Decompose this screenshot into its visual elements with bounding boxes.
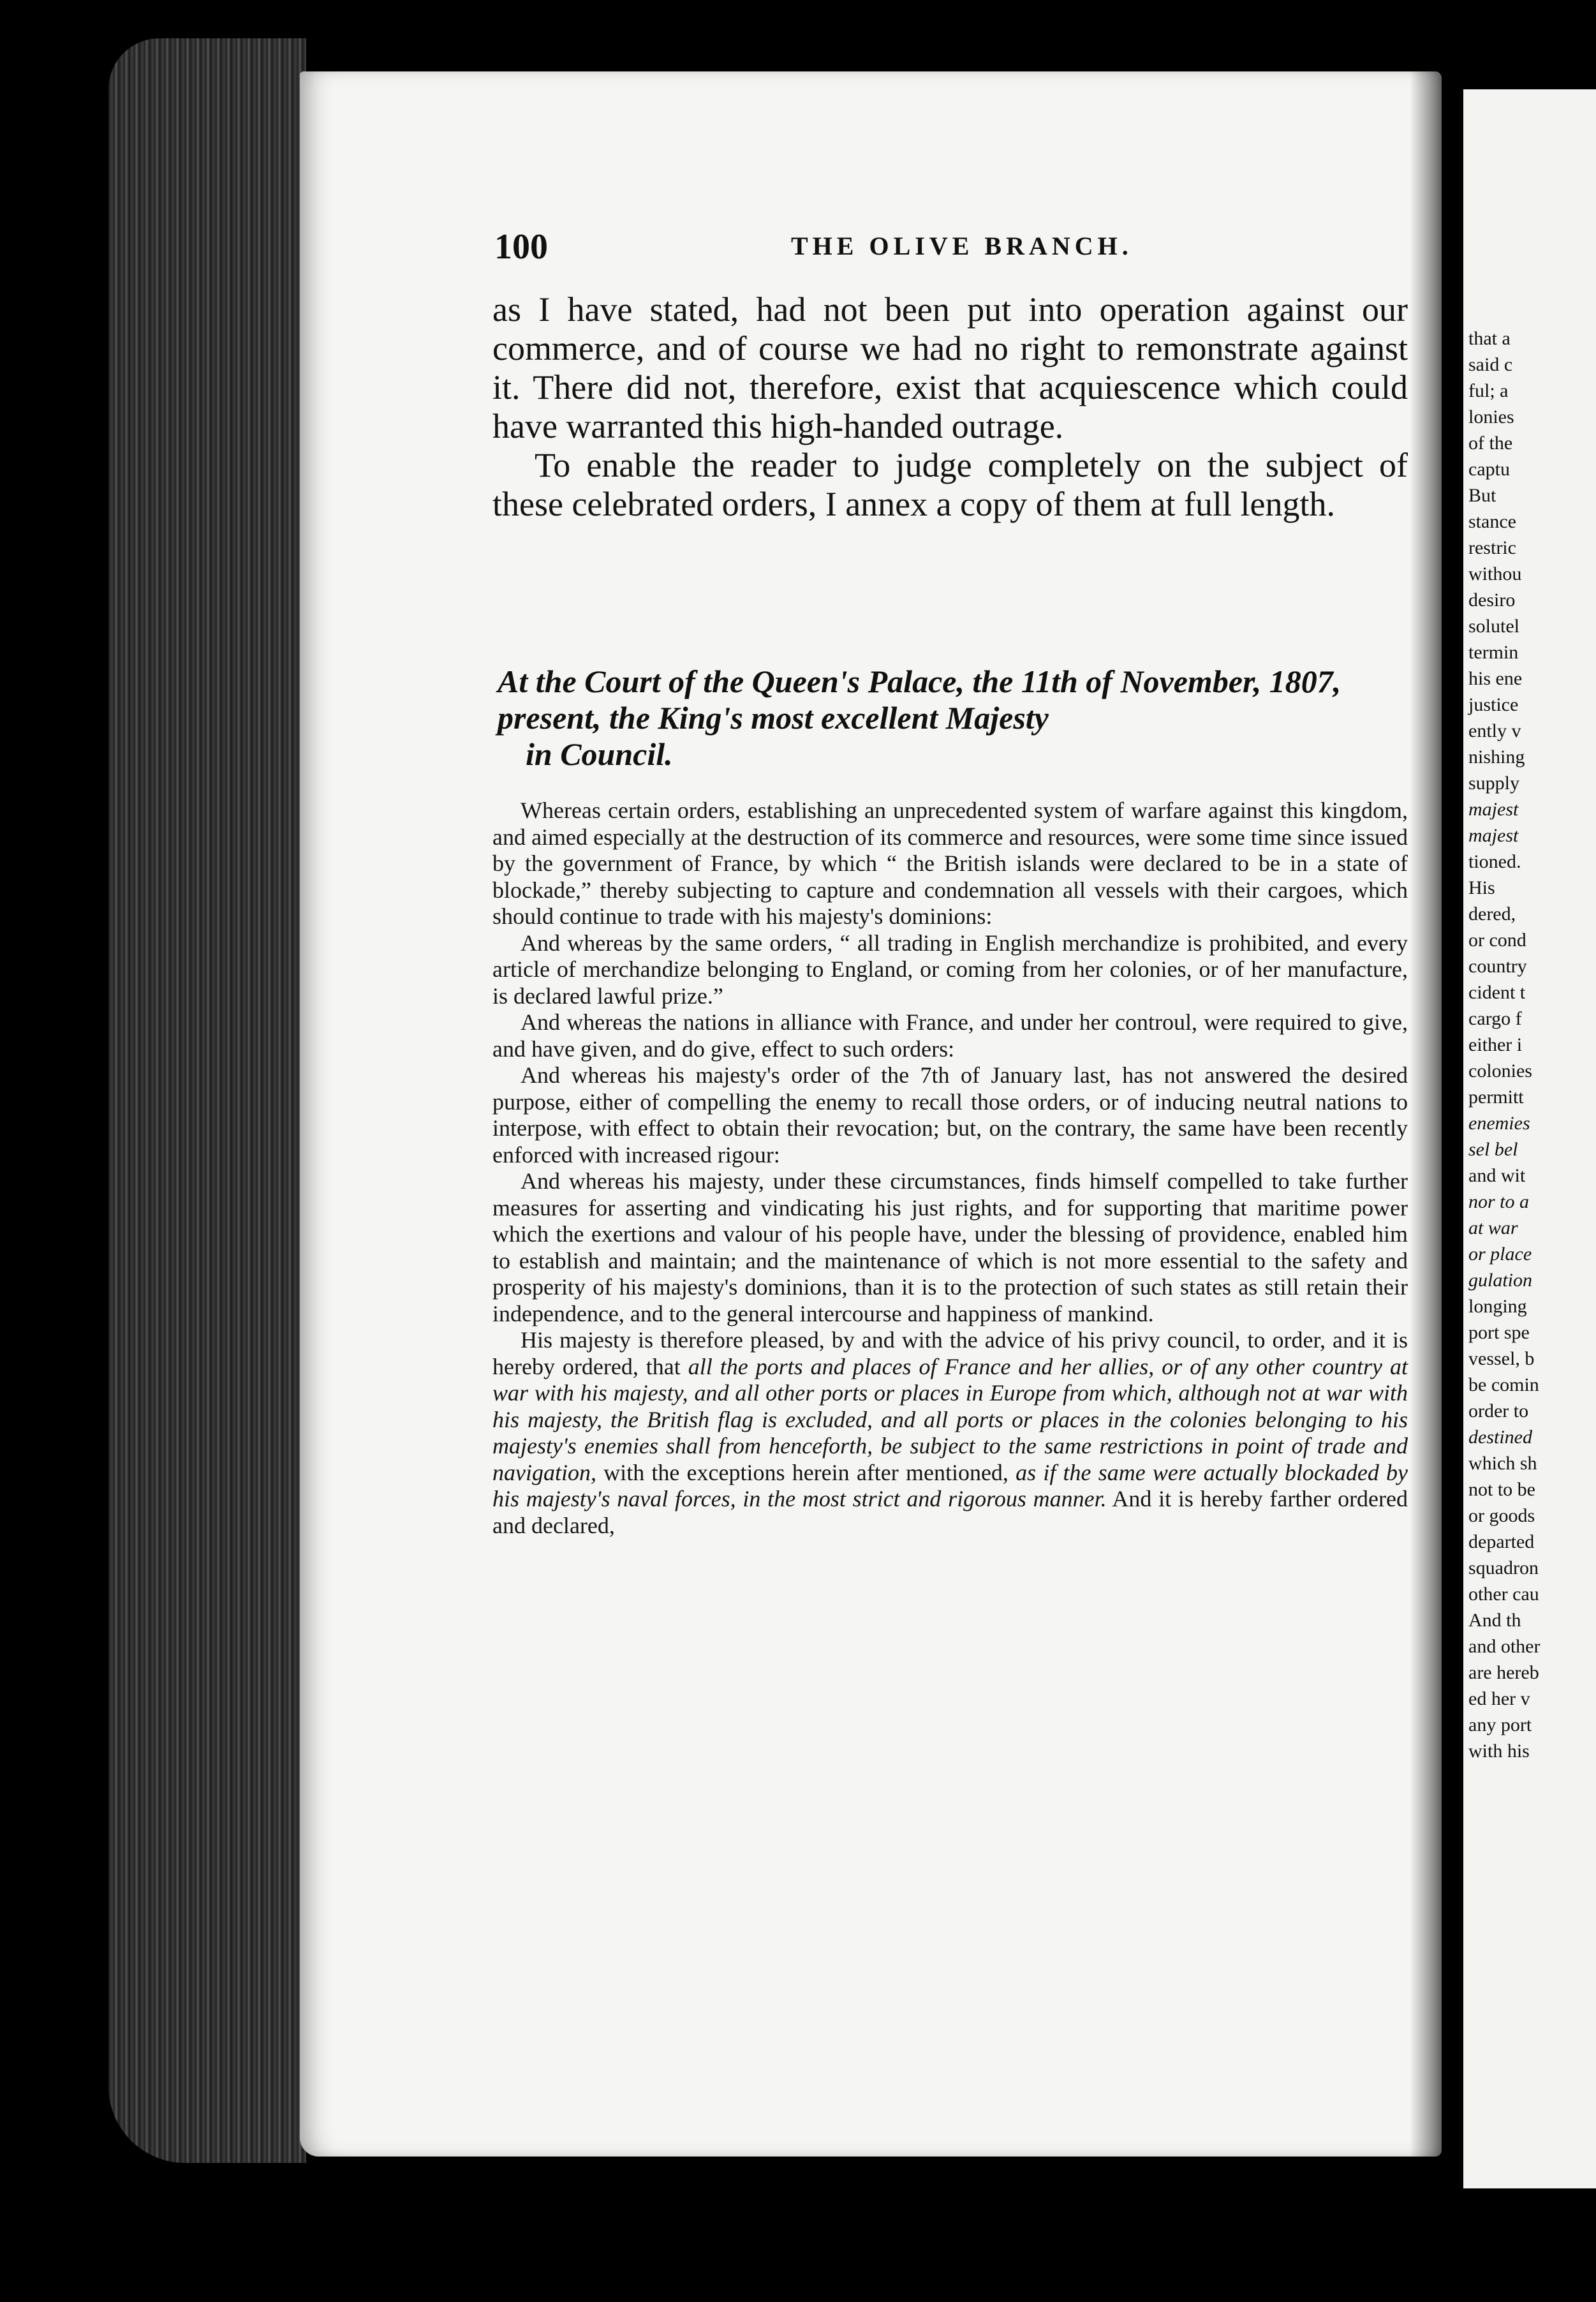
facing-page-line: justice	[1468, 694, 1519, 715]
facing-page-line: country	[1468, 956, 1527, 977]
order-text-italic-run: all the ports and places of France and her allies, or of any other country at war with his majesty, and all other ports or places in Europe from which, although not at war with his majesty, the British flag is excluded, and all ports or places in the colonies belonging to his majesty's enemies shall from henceforth, be subject to the same restrictions in point of trade and navigation,	[492, 1353, 1408, 1485]
order-text-run: And it is hereby farther ordered and declared,	[492, 1486, 1408, 1538]
facing-page-line: port spe	[1468, 1322, 1530, 1343]
facing-page-line: departed	[1468, 1531, 1535, 1552]
facing-page-line: enemies	[1468, 1113, 1530, 1134]
facing-page-line: ful; a	[1468, 380, 1509, 401]
facing-page-lines	[1468, 325, 1540, 1764]
facing-page-line: tioned.	[1468, 851, 1521, 872]
order-heading	[498, 664, 1403, 773]
facing-page-line: with his	[1468, 1741, 1530, 1762]
facing-page-line: lonies	[1468, 406, 1514, 427]
facing-page-line: and other	[1468, 1636, 1541, 1657]
page-number: 100	[494, 227, 548, 267]
order-heading-line: in Council.	[526, 736, 673, 772]
facing-page-line: ently v	[1468, 720, 1521, 741]
order-text-run: His majesty is therefore pleased, by and with the advice of his privy council, to order, and it is hereby ordered, that	[492, 1327, 1408, 1379]
facing-page-line: squadron	[1468, 1557, 1539, 1578]
facing-page-line: But	[1468, 485, 1496, 506]
order-paragraph: And whereas by the same orders, “ all trading in English merchandize is prohibited, and every article of merchandize belonging to England, or coming from her colonies, or of her manufacture, is declared lawful prize.”	[492, 930, 1408, 1009]
facing-page-line: or cond	[1468, 930, 1526, 951]
facing-page-line: sel bel	[1468, 1139, 1518, 1160]
facing-page-line: cargo f	[1468, 1008, 1522, 1029]
facing-page-line: other cau	[1468, 1584, 1539, 1605]
order-paragraph	[492, 1327, 1408, 1539]
facing-page-line: nishing	[1468, 746, 1525, 768]
facing-page-line: or place	[1468, 1244, 1532, 1265]
order-text	[492, 798, 1408, 1539]
facing-page-line: his ene	[1468, 668, 1523, 689]
facing-page-line: And th	[1468, 1610, 1521, 1631]
facing-page-line: restric	[1468, 537, 1516, 558]
facing-page-line: of the	[1468, 433, 1513, 454]
facing-page-line: be comin	[1468, 1374, 1539, 1395]
facing-page-line: captu	[1468, 459, 1510, 480]
facing-page-line: which sh	[1468, 1453, 1537, 1474]
paragraph: To enable the reader to judge completely on the subject of these celebrated orders, I annex a copy of them at full length.	[492, 446, 1408, 523]
facing-page-line: dered,	[1468, 903, 1516, 925]
order-paragraph: Whereas certain orders, establishing an unprecedented system of warfare against this kingdom, and aimed especially at the destruction of its commerce and resources, were some time since issued by the government of France, by which “ the British islands were declared to be in a state of blockade,” thereby subjecting to capture and condemnation all vessels with their cargoes, which should continue to trade with his majesty's dominions:	[492, 798, 1408, 929]
facing-page-line: at war	[1468, 1217, 1518, 1238]
running-head: THE OLIVE BRANCH.	[791, 232, 1133, 260]
gutter-shadow	[1410, 71, 1442, 2157]
facing-page-line: ed her v	[1468, 1688, 1530, 1709]
facing-page-line: His	[1468, 877, 1495, 898]
facing-page-line: colonies	[1468, 1060, 1532, 1081]
facing-page-line: cident t	[1468, 982, 1526, 1003]
book-page-edges	[108, 38, 306, 2163]
paragraph: as I have stated, had not been put into operation against our commerce, and of course we had no right to remonstrate against it. There did not, therefore, exist that acquiescence which could have warranted this high-handed outrage.	[492, 290, 1408, 445]
facing-page-line: gulation	[1468, 1270, 1533, 1291]
facing-page-line: not to be	[1468, 1479, 1535, 1500]
order-heading-line: At the Court of the Queen's Palace, the 11th of November, 1807, present, the King's most excellent Majesty	[498, 664, 1341, 736]
intro-text	[492, 290, 1408, 524]
facing-page-line: solutel	[1468, 616, 1519, 637]
order-text-run: with the exceptions herein after mentioned,	[603, 1459, 1009, 1485]
facing-page-line: termin	[1468, 642, 1519, 663]
facing-page	[1463, 89, 1596, 2188]
order-paragraph: And whereas the nations in alliance with France, and under her controul, were required to give, and have given, and do give, effect to such orders:	[492, 1009, 1408, 1062]
facing-page-line: stance	[1468, 511, 1516, 532]
facing-page-line: either i	[1468, 1034, 1523, 1055]
facing-page-line: longing	[1468, 1296, 1527, 1317]
gutter	[1443, 83, 1463, 2157]
facing-page-line: desiro	[1468, 590, 1516, 611]
facing-page-line: majest	[1468, 825, 1519, 846]
facing-page-line: withou	[1468, 563, 1522, 584]
facing-page-line: supply	[1468, 773, 1520, 794]
facing-page-line: order to	[1468, 1400, 1529, 1422]
facing-page-line: nor to a	[1468, 1191, 1530, 1212]
facing-page-line: permitt	[1468, 1087, 1524, 1108]
facing-page-line: vessel, b	[1468, 1348, 1535, 1369]
facing-page-line: that a	[1468, 328, 1511, 349]
facing-page-line: any port	[1468, 1714, 1532, 1735]
facing-page-line: said c	[1468, 354, 1513, 375]
facing-page-line: and wit	[1468, 1165, 1526, 1186]
facing-page-line: destined	[1468, 1427, 1532, 1448]
order-text-italic-run: as if the same were actually blockaded by his majesty's naval forces, in the most strict and rigorous manner.	[492, 1459, 1408, 1511]
facing-page-line: are hereb	[1468, 1662, 1539, 1683]
order-paragraph: And whereas his majesty's order of the 7th of January last, has not answered the desired purpose, either of compelling the enemy to recall those orders, or of inducing neutral nations to interpose, with effect to obtain their revocation; but, on the contrary, the same have been recently enforced with increased rigour:	[492, 1062, 1408, 1168]
order-paragraph: And whereas his majesty, under these circumstances, finds himself compelled to take further measures for asserting and vindicating his just rights, and for supporting that maritime power which the exertions and valour of his people have, under the blessing of providence, enabled him to establish and maintain; and the maintenance of which is not more essential to the safety and prosperity of his majesty's dominions, than it is to the protection of such states as still retain their independence, and to the general intercourse and happiness of mankind.	[492, 1168, 1408, 1326]
facing-page-line: or goods	[1468, 1505, 1535, 1526]
facing-page-line: majest	[1468, 799, 1519, 820]
